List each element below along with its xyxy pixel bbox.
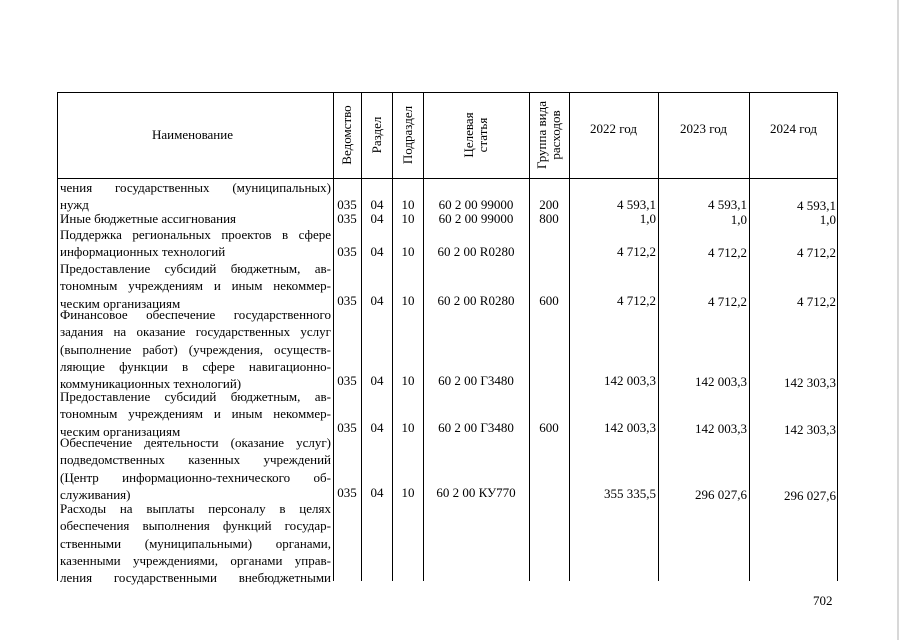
header-section: Раздел: [369, 116, 384, 154]
cell-2024: 4 593,1: [797, 198, 836, 213]
cell-target: 60 2 00 Г3480: [438, 420, 514, 435]
table-top-border: [57, 92, 837, 93]
cell-subsection: 10: [401, 211, 415, 226]
cell-subsection: 10: [401, 420, 415, 435]
cell-target: 60 2 00 99000: [438, 197, 514, 212]
col-border: [361, 92, 362, 581]
cell-2022: 4 712,2: [617, 244, 656, 259]
page-edge: [897, 0, 899, 640]
cell-expense-group: 200: [539, 197, 559, 212]
cell-dept: 035: [337, 485, 357, 500]
cell-2024: 142 303,3: [784, 375, 836, 390]
row-name: чения государственных (муниципальных) нужд: [60, 180, 331, 213]
cell-2024: 4 712,2: [797, 245, 836, 260]
cell-section: 04: [370, 244, 384, 259]
page-number: 702: [813, 593, 833, 608]
cell-target: 60 2 00 КУ770: [436, 485, 516, 500]
header-dept: Ведомство: [339, 105, 354, 165]
row-name: Иные бюджетные ассигнования: [60, 211, 237, 226]
cell-2023: 4 712,2: [708, 245, 747, 260]
cell-target: 60 2 00 Г3480: [438, 373, 514, 388]
cell-subsection: 10: [401, 485, 415, 500]
cell-expense-group: 600: [539, 420, 559, 435]
col-border: [749, 92, 750, 581]
cell-section: 04: [370, 211, 384, 226]
cell-subsection: 10: [401, 293, 415, 308]
col-border: [529, 92, 530, 581]
cell-subsection: 10: [401, 197, 415, 212]
cell-2023: 4 593,1: [708, 197, 747, 212]
cell-subsection: 10: [401, 244, 415, 259]
row-name: Финансовое обеспечение государственного задания на оказание государственных услуг (выполнение работ) (учреждения, осуществ- ляющие функции в сфере навигационно- коммуникационных технологий): [60, 307, 331, 392]
cell-section: 04: [370, 373, 384, 388]
header-subsection: Подраздел: [400, 105, 415, 165]
cell-section: 04: [370, 420, 384, 435]
cell-2023: 4 712,2: [708, 294, 747, 309]
row-name: Обеспечение деятельности (оказание услуг) подведомственных казенных учреждений (Центр информационно-технического об- служивания): [60, 435, 331, 502]
col-border: [392, 92, 393, 581]
cell-2022: 142 003,3: [604, 420, 656, 435]
cell-2024: 142 303,3: [784, 422, 836, 437]
cell-2024: 296 027,6: [784, 488, 836, 503]
cell-2022: 4 593,1: [617, 197, 656, 212]
col-border: [423, 92, 424, 581]
row-name: Расходы на выплаты персоналу в целях обеспечения выполнения функций государ- ственными (муниципальными) органами, казенными учреждениями, органами управ- ления государственными внебюджетными: [60, 501, 331, 586]
col-border: [658, 92, 659, 581]
cell-2023: 296 027,6: [695, 487, 747, 502]
cell-target: 60 2 00 99000: [438, 211, 514, 226]
col-border: [569, 92, 570, 581]
header-target: Целевая статья: [461, 112, 490, 158]
col-border: [837, 92, 838, 581]
header-2023: 2023 год: [680, 121, 727, 136]
cell-2022: 355 335,5: [604, 486, 656, 501]
cell-target: 60 2 00 R0280: [437, 293, 515, 308]
row-name: Предоставление субсидий бюджетным, ав- тономным учреждениям и иным некоммер- ческим организациям: [60, 261, 331, 311]
cell-target: 60 2 00 R0280: [437, 244, 515, 259]
cell-subsection: 10: [401, 373, 415, 388]
cell-dept: 035: [337, 197, 357, 212]
cell-dept: 035: [337, 244, 357, 259]
col-border: [57, 92, 58, 581]
col-border: [333, 92, 334, 581]
cell-2023: 1,0: [730, 212, 747, 227]
cell-2023: 142 003,3: [695, 374, 747, 389]
cell-dept: 035: [337, 420, 357, 435]
cell-expense-group: 600: [539, 293, 559, 308]
row-name: Предоставление субсидий бюджетным, ав- тономным учреждениям и иным некоммер- ческим организациям: [60, 389, 331, 439]
row-name: Поддержка региональных проектов в сфере информационных технологий: [60, 227, 331, 260]
cell-dept: 035: [337, 293, 357, 308]
cell-2024: 1,0: [819, 212, 836, 227]
cell-section: 04: [370, 485, 384, 500]
cell-2022: 142 003,3: [604, 373, 656, 388]
cell-2022: 1,0: [639, 211, 656, 226]
cell-dept: 035: [337, 373, 357, 388]
cell-section: 04: [370, 293, 384, 308]
cell-2022: 4 712,2: [617, 293, 656, 308]
header-2024: 2024 год: [770, 121, 817, 136]
cell-section: 04: [370, 197, 384, 212]
cell-2023: 142 003,3: [695, 421, 747, 436]
header-expense-group: Группа вида расходов: [534, 101, 563, 169]
cell-dept: 035: [337, 211, 357, 226]
cell-2024: 4 712,2: [797, 294, 836, 309]
header-2022: 2022 год: [590, 121, 637, 136]
cell-expense-group: 800: [539, 211, 559, 226]
header-name: Наименование: [152, 127, 233, 142]
